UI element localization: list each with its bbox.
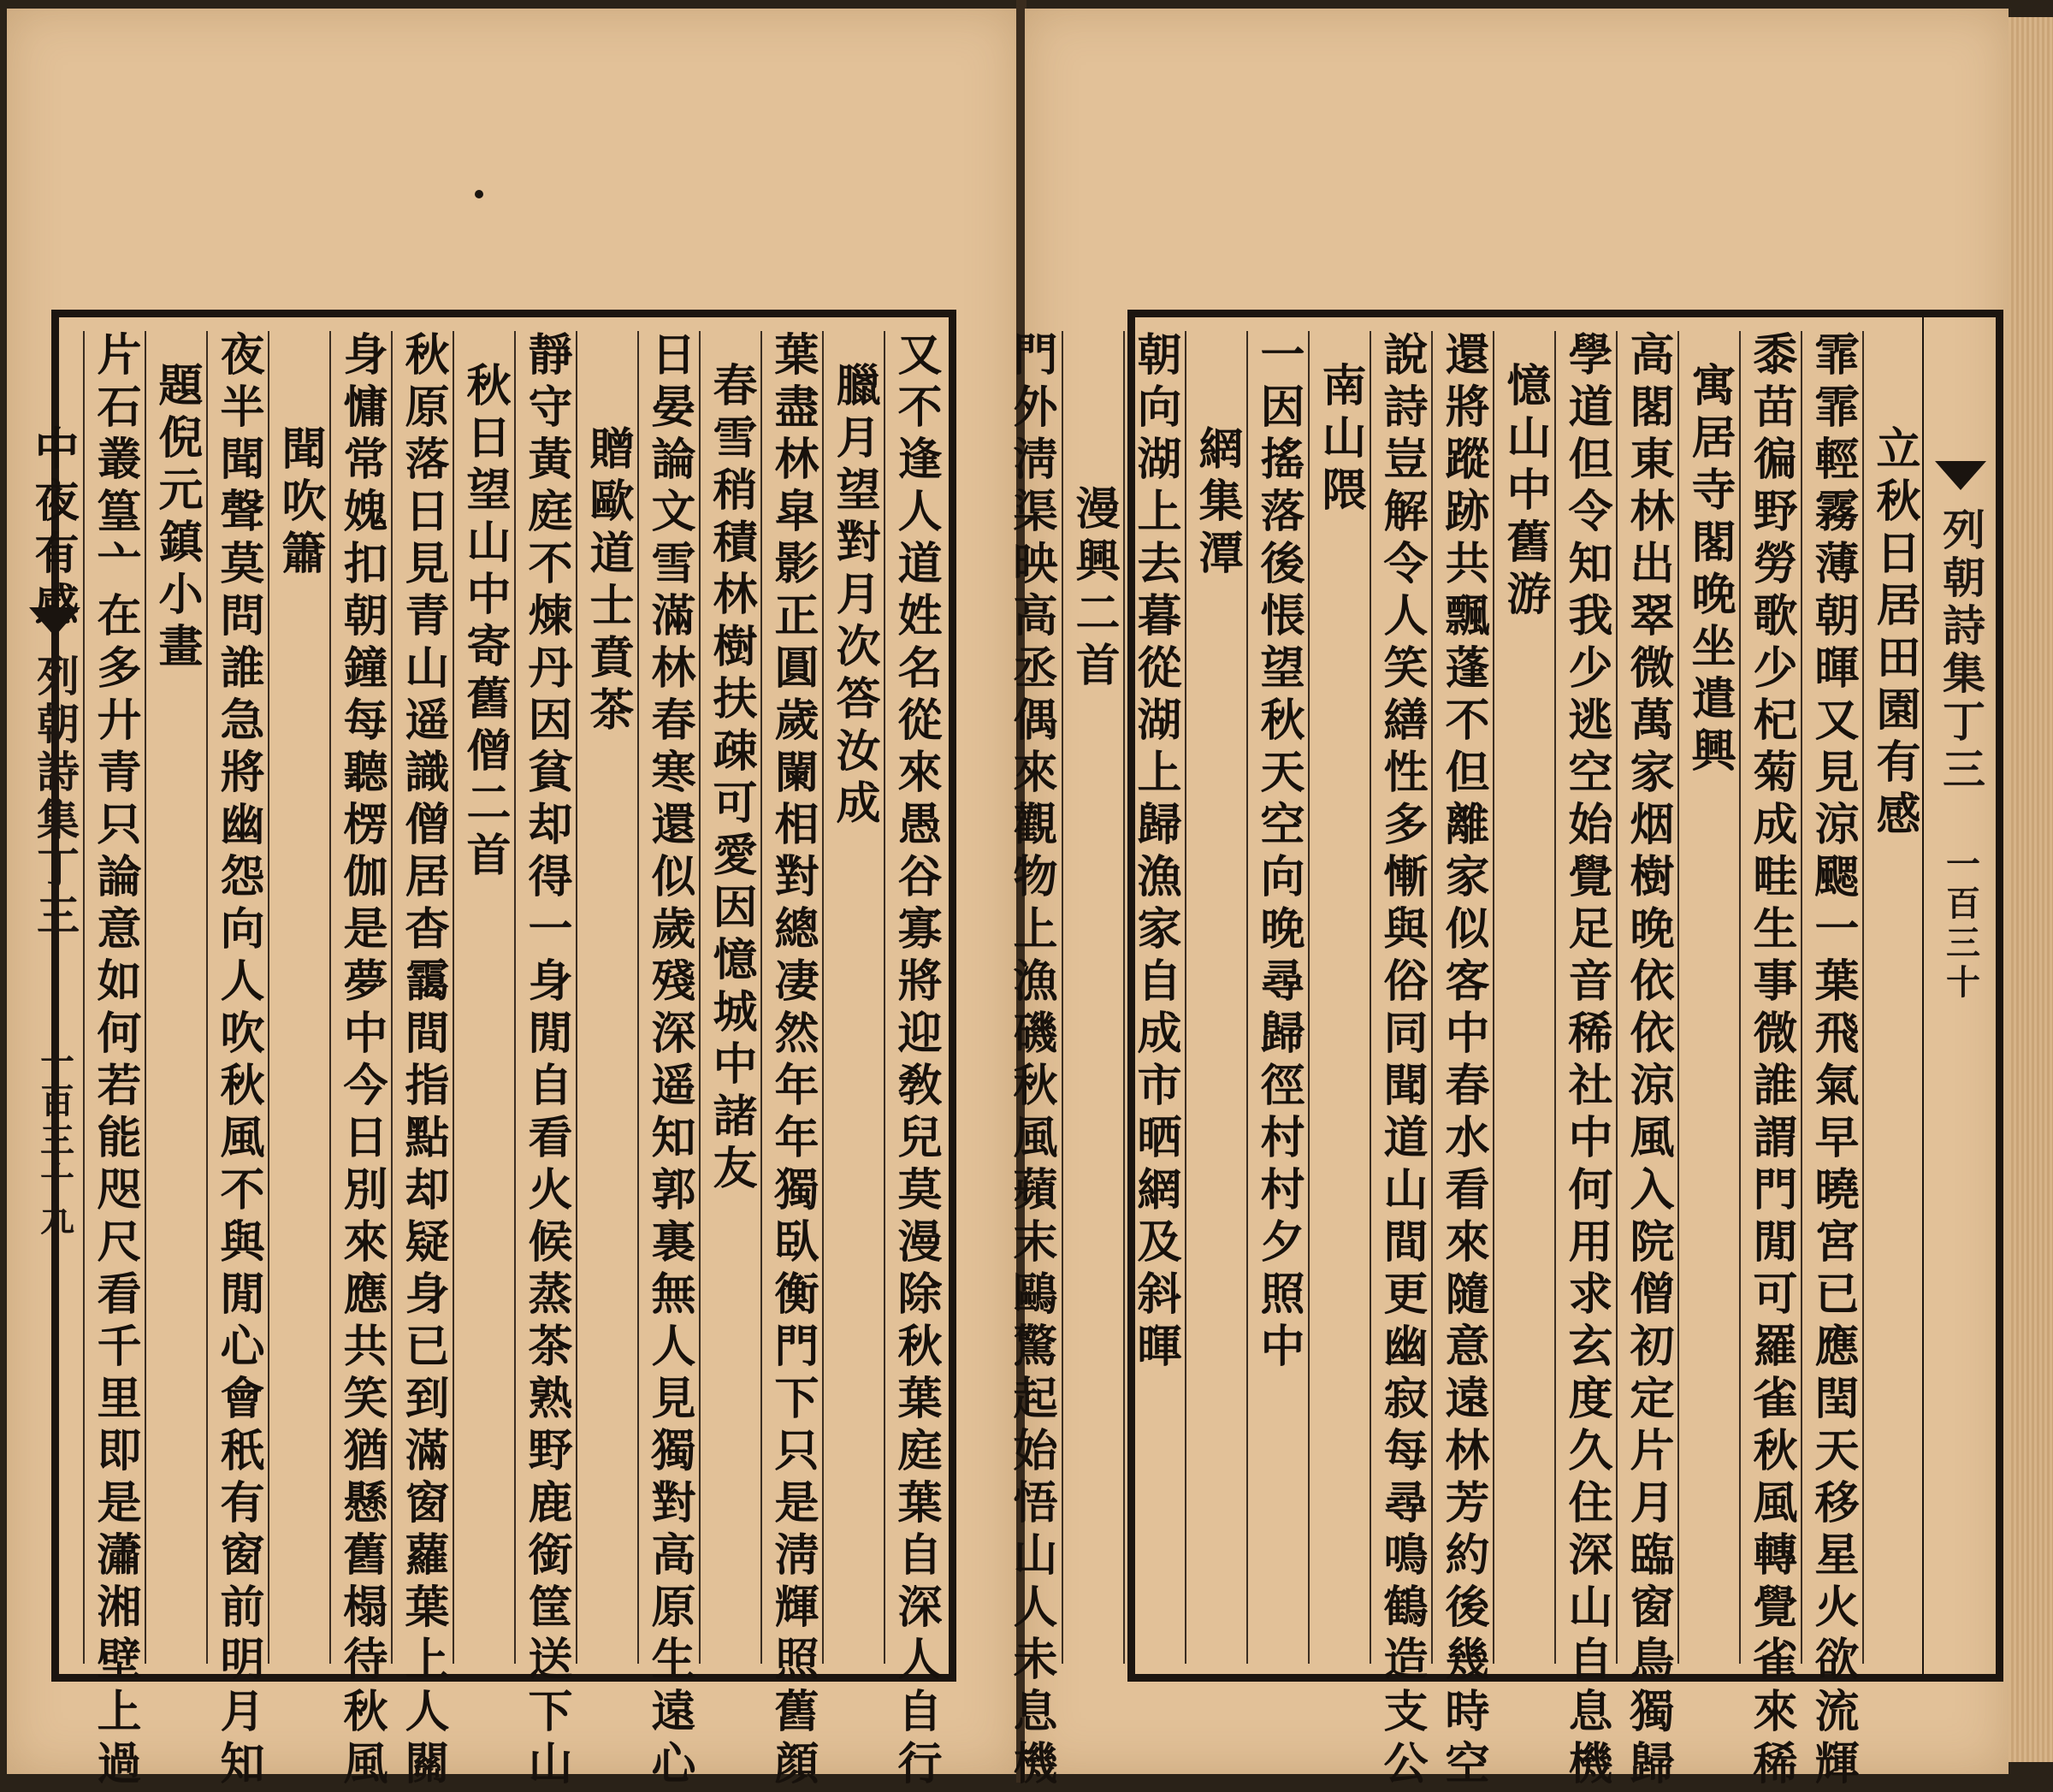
text-column [1062,331,1123,1664]
ink-dot [475,190,483,198]
text-column [699,331,760,1664]
poem-line: 一因搖落後悵望秋天空向晚尋歸徑村村夕照中 [1252,331,1305,1375]
text-column [1739,331,1801,1792]
text-column [1431,331,1493,1792]
page-edges [2009,17,2053,1762]
left-page [7,9,1018,1792]
banxin-title: 列朝詩集丁三 [30,654,80,941]
text-column [453,331,514,1664]
text-column [206,331,268,1792]
poem-title: 立秋日居田園有感 [1868,425,1920,843]
poem-title: 秋日望山中寄舊僧二首 [459,362,511,884]
text-column [329,331,391,1792]
fish-tail-icon [1935,461,1986,490]
poem-line: 說詩豈解令人笑繕性多慚與俗同聞道山間更幽寂每尋鳴鶴造支公 [1376,331,1428,1792]
poem-line: 身慵常媿扣朝鐘每聽楞伽是夢中今日別來應共笑猶懸舊榻待秋風 [335,331,388,1792]
right-frame [1005,310,2003,1792]
poem-title: 題倪元鎮小畫 [151,362,203,675]
poem-line: 霏霏輕霧薄朝暉又見涼颸一葉飛氣早曉宮已應閏天移星火欲流輝 [1807,331,1859,1792]
text-column [145,331,206,1664]
poem-line: 秋原落日見青山遥識僧居杳靄間指點却疑身已到滿窗蘿葉上人關 [397,331,449,1792]
text-column [514,331,576,1792]
poem-title: 贈歐道士賁茶 [582,425,634,738]
text-column [1123,331,1185,1664]
text-column [1308,331,1370,1664]
poem-line: 還將蹤跡共飄蓬不但離家似客中春水看來隨意遠林芳約後幾時空 [1437,331,1489,1792]
text-column [884,331,945,1792]
text-column [1493,331,1554,1664]
text-column [268,331,329,1664]
poem-title: 臘月望對月次答汝成 [828,362,880,831]
poem-line: 靜守黃庭不煉丹因貧却得一身閒自看火候蒸茶熟野鹿銜筐送下山 [520,331,572,1792]
text-column [1616,331,1677,1792]
banxin-folio: 一百三十九 [34,1044,75,1240]
poem-title: 寓居寺閣晚坐遣興 [1683,362,1736,779]
poem-line: 日晏論文雪滿林春寒還似歲殘深遥知郭裏無人見獨對高原生遠心 [643,331,695,1792]
poem-line: 黍苗徧野勞歌少杞菊成畦生事微誰謂門閒可羅雀秋風轉覺雀來稀 [1745,331,1797,1792]
poem-line: 門外淸渠映高丞偶來觀物上漁磯秋風蘋末鷗驚起始悟山人未息機 [1005,331,1057,1792]
text-column [1862,331,1924,1664]
left-frame [27,310,956,1792]
fish-tail-icon [29,607,80,636]
text-column [760,331,822,1792]
text-column [1185,331,1246,1664]
text-column [1000,331,1062,1792]
poem-title: 聞吹簫 [274,425,326,582]
text-column [637,331,699,1792]
poem-line: 夜半聞聲莫問誰急將幽怨向人吹秋風不與閒心會秖有窗前明月知 [212,331,264,1792]
poem-title: 春雪稍積林樹扶疎可愛因憶城中諸友 [705,362,757,1197]
left-banxin [14,607,96,1668]
banxin-title: 列朝詩集丁三 [1936,507,1986,795]
poem-title: 憶山中舊游 [1499,362,1551,623]
poem-line: 葉盡林皐影正圓歲闌相對總凄然年年獨臥衡門下只是淸輝照舊顔 [766,331,819,1792]
poem-title: 網集潭 [1191,425,1243,582]
poem-title: 中夜有感 [27,425,79,634]
text-column [822,331,884,1664]
poem-title: 南山隈 [1314,362,1366,518]
poem-line: 朝向湖上去暮從湖上歸漁家自成市晒網及斜暉 [1129,331,1181,1375]
right-banxin [1922,316,1997,1676]
text-column [1677,331,1739,1664]
poem-line: 又不逢人道姓名從來愚谷寡將迎敎兒莫漫除秋葉庭葉自深人自行 [890,331,942,1792]
text-column [1801,331,1862,1792]
text-column [391,331,453,1792]
text-column [1554,331,1616,1792]
right-page [1005,9,2009,1792]
text-column [576,331,637,1664]
poem-title: 漫興二首 [1068,485,1120,694]
text-column [1370,331,1431,1792]
banxin-folio: 一百三十 [1940,846,1981,1003]
right-text-block [1005,331,1924,1792]
text-column [1246,331,1308,1664]
poem-line: 高閣東林出翠微萬家烟樹晚依依涼風入院僧初定片月臨窗鳥獨歸 [1622,331,1674,1792]
poem-line: 學道但令知我少逃空始覺足音稀社中何用求玄度久住深山自息機 [1560,331,1612,1792]
poem-line: 片石叢篁亠在多廾青只論意如何若能咫尺看千里即是瀟湘壁上過 [89,331,141,1792]
